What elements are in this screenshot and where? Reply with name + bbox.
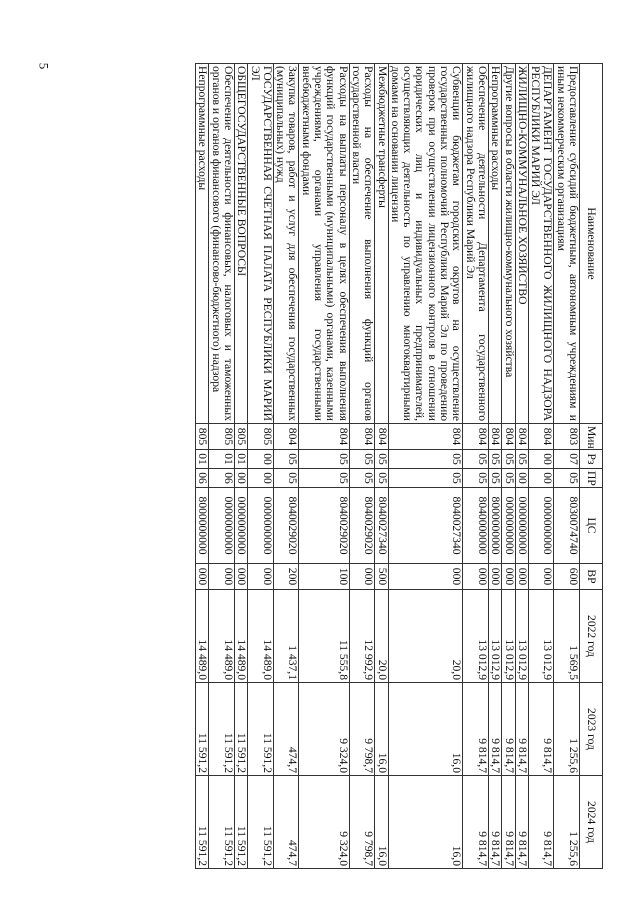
cell-min: 804 bbox=[463, 424, 489, 450]
cell-2023: 9 814,7 bbox=[488, 683, 501, 776]
cell-min: 804 bbox=[515, 424, 528, 450]
cell-name: ОБЩЕГОСУДАРСТВЕННЫЕ ВОПРОСЫ bbox=[234, 64, 247, 424]
cell-rz: 05 bbox=[388, 450, 463, 469]
table-row bbox=[248, 64, 274, 869]
cell-2023: 16,0 bbox=[388, 683, 463, 776]
cell-pr: 00 bbox=[248, 469, 274, 488]
cell-name: Межбюджетные трансферты bbox=[375, 64, 388, 424]
cell-2022: 12 992,9 bbox=[349, 590, 375, 683]
table-row bbox=[463, 64, 489, 869]
cell-name: Закупка товаров, работ и услуг для обеспечения государственных (муниципальных) нужд bbox=[273, 64, 299, 424]
cell-cs: 8040029020 bbox=[349, 488, 375, 564]
cell-min: 804 bbox=[528, 424, 554, 450]
cell-rz: 01 bbox=[209, 450, 235, 469]
cell-2023: 11 591,2 bbox=[209, 683, 235, 776]
cell-rz: 01 bbox=[196, 450, 209, 469]
cell-min: 803 bbox=[554, 424, 580, 450]
cell-2024: 16,0 bbox=[388, 776, 463, 869]
table-row bbox=[388, 64, 463, 869]
cell-2022: 13 012,9 bbox=[515, 590, 528, 683]
cell-vr: 000 bbox=[349, 564, 375, 590]
cell-rz: 05 bbox=[273, 450, 299, 469]
cell-pr: 05 bbox=[554, 469, 580, 488]
cell-name: Расходы на обеспечение выполнения функций органов государственной власти bbox=[349, 64, 375, 424]
table-row bbox=[375, 64, 388, 869]
cell-min: 804 bbox=[299, 424, 349, 450]
cell-2022: 1 437,1 bbox=[273, 590, 299, 683]
cell-pr: 06 bbox=[209, 469, 235, 488]
cell-pr: 06 bbox=[196, 469, 209, 488]
cell-2022: 13 012,9 bbox=[528, 590, 554, 683]
cell-vr: 000 bbox=[528, 564, 554, 590]
cell-cs: 0000000000 bbox=[248, 488, 274, 564]
cell-2024: 9 814,7 bbox=[515, 776, 528, 869]
cell-vr: 100 bbox=[299, 564, 349, 590]
cell-rz: 01 bbox=[234, 450, 247, 469]
cell-2023: 11 591,2 bbox=[248, 683, 274, 776]
cell-vr: 200 bbox=[273, 564, 299, 590]
cell-2024: 11 591,2 bbox=[248, 776, 274, 869]
table-row bbox=[349, 64, 375, 869]
cell-2024: 9 814,7 bbox=[528, 776, 554, 869]
cell-2023: 1 255,6 bbox=[554, 683, 580, 776]
table-row bbox=[234, 64, 247, 869]
cell-min: 804 bbox=[488, 424, 501, 450]
cell-vr: 000 bbox=[502, 564, 515, 590]
table-row bbox=[515, 64, 528, 869]
cell-2022: 11 555,8 bbox=[299, 590, 349, 683]
cell-name: Другие вопросы в области жилищно-коммунального хозяйства bbox=[502, 64, 515, 424]
cell-min: 804 bbox=[502, 424, 515, 450]
cell-2023: 11 591,2 bbox=[234, 683, 247, 776]
cell-pr: 05 bbox=[375, 469, 388, 488]
cell-pr: 05 bbox=[273, 469, 299, 488]
cell-min: 804 bbox=[273, 424, 299, 450]
cell-cs: 8000000000 bbox=[488, 488, 501, 564]
cell-2023: 9 814,7 bbox=[515, 683, 528, 776]
rotated-table-container bbox=[115, 63, 603, 868]
cell-2023: 9 814,7 bbox=[528, 683, 554, 776]
cell-2022: 20,0 bbox=[388, 590, 463, 683]
cell-2022: 1 569,5 bbox=[554, 590, 580, 683]
cell-rz: 05 bbox=[488, 450, 501, 469]
cell-name: Непрограммные расходы bbox=[196, 64, 209, 424]
cell-2024: 9 814,7 bbox=[502, 776, 515, 869]
cell-pr: 00 bbox=[528, 469, 554, 488]
cell-name: Обеспечение деятельности финансовых, налоговых и таможенных органов и органов финансового (финансово-бюджетного) надзора bbox=[209, 64, 235, 424]
cell-rz: 05 bbox=[463, 450, 489, 469]
cell-rz: 05 bbox=[375, 450, 388, 469]
cell-min: 805 bbox=[209, 424, 235, 450]
table-row bbox=[528, 64, 554, 869]
cell-min: 805 bbox=[248, 424, 274, 450]
cell-2024: 9 324,0 bbox=[299, 776, 349, 869]
cell-pr: 05 bbox=[488, 469, 501, 488]
header-min: Мин bbox=[580, 424, 603, 450]
cell-vr: 000 bbox=[463, 564, 489, 590]
cell-cs: 0000000000 bbox=[502, 488, 515, 564]
cell-vr: 000 bbox=[196, 564, 209, 590]
cell-name: ЖИЛИЩНО-КОММУНАЛЬНОЕ ХОЗЯЙСТВО bbox=[515, 64, 528, 424]
cell-rz: 00 bbox=[528, 450, 554, 469]
cell-2023: 9 814,7 bbox=[502, 683, 515, 776]
cell-pr: 00 bbox=[515, 469, 528, 488]
table-row bbox=[209, 64, 235, 869]
cell-rz: 07 bbox=[554, 450, 580, 469]
cell-2023: 16,0 bbox=[375, 683, 388, 776]
cell-pr: 05 bbox=[299, 469, 349, 488]
budget-table bbox=[195, 63, 603, 869]
header-2022: 2022 год bbox=[580, 590, 603, 683]
table-header-row bbox=[580, 64, 603, 869]
header-pr: ПР bbox=[580, 469, 603, 488]
cell-cs: 8040000000 bbox=[463, 488, 489, 564]
cell-rz: 05 bbox=[349, 450, 375, 469]
cell-2024: 9 814,7 bbox=[463, 776, 489, 869]
header-cs: ЦС bbox=[580, 488, 603, 564]
cell-name: ГОСУДАРСТВЕННАЯ СЧЕТНАЯ ПАЛАТА РЕСПУБЛИКИ МАРИЙ ЭЛ bbox=[248, 64, 274, 424]
cell-2024: 9 814,7 bbox=[488, 776, 501, 869]
cell-2023: 9 324,0 bbox=[299, 683, 349, 776]
cell-cs: 8040027340 bbox=[388, 488, 463, 564]
cell-name: Обеспечение деятельности Департамента государственного жилищного надзора Республики Марий Эл bbox=[463, 64, 489, 424]
cell-2023: 9 798,7 bbox=[349, 683, 375, 776]
cell-2022: 14 489,0 bbox=[209, 590, 235, 683]
cell-cs: 8000000000 bbox=[196, 488, 209, 564]
cell-name: Расходы на выплаты персоналу в целях обеспечения выполнения функций государственными (муниципальными) органами, казенными учреждениями, органами управления государственными внебюджетными фондами bbox=[299, 64, 349, 424]
table-row bbox=[196, 64, 209, 869]
cell-name: Предоставление субсидий бюджетным, автономным учреждениям и иным некоммерческим организациям bbox=[554, 64, 580, 424]
cell-cs: 8040027340 bbox=[375, 488, 388, 564]
cell-2022: 13 012,9 bbox=[502, 590, 515, 683]
cell-cs: 0000000000 bbox=[209, 488, 235, 564]
cell-rz: 05 bbox=[502, 450, 515, 469]
table-row bbox=[488, 64, 501, 869]
table-row bbox=[299, 64, 349, 869]
cell-2024: 9 798,7 bbox=[349, 776, 375, 869]
cell-pr: 05 bbox=[463, 469, 489, 488]
cell-2022: 13 012,9 bbox=[488, 590, 501, 683]
cell-name: ДЕПАРТАМЕНТ ГОСУДАРСТВЕННОГО ЖИЛИЩНОГО НАДЗОРА РЕСПУБЛИКИ МАРИЙ ЭЛ bbox=[528, 64, 554, 424]
cell-rz: 00 bbox=[248, 450, 274, 469]
cell-vr: 600 bbox=[554, 564, 580, 590]
table-body bbox=[196, 64, 580, 869]
cell-2022: 14 489,0 bbox=[196, 590, 209, 683]
cell-vr: 000 bbox=[248, 564, 274, 590]
cell-min: 804 bbox=[375, 424, 388, 450]
cell-cs: 0000000000 bbox=[234, 488, 247, 564]
cell-name: Непрограммные расходы bbox=[488, 64, 501, 424]
cell-rz: 05 bbox=[299, 450, 349, 469]
cell-pr: 00 bbox=[234, 469, 247, 488]
header-vr: ВР bbox=[580, 564, 603, 590]
header-name: Наименование bbox=[580, 64, 603, 424]
cell-2022: 13 012,9 bbox=[463, 590, 489, 683]
cell-cs: 8040029020 bbox=[299, 488, 349, 564]
cell-2022: 14 489,0 bbox=[234, 590, 247, 683]
cell-vr: 000 bbox=[388, 564, 463, 590]
cell-2022: 20,0 bbox=[375, 590, 388, 683]
cell-2022: 14 489,0 bbox=[248, 590, 274, 683]
cell-cs: 0000000000 bbox=[515, 488, 528, 564]
cell-2024: 11 591,2 bbox=[209, 776, 235, 869]
cell-name: Субвенции бюджетам городских округов на осуществление государственных полномочий Республики Марий Эл по проведению проверок при осуществлении лицензионного контроля в отношении юридических лиц и индивидуальных предпринимателей, осуществляющих деятельность по управлению многоквартирными домами на основании лицензии bbox=[388, 64, 463, 424]
cell-2024: 11 591,2 bbox=[234, 776, 247, 869]
header-rz: Рз bbox=[580, 450, 603, 469]
cell-rz: 05 bbox=[515, 450, 528, 469]
cell-2024: 16,0 bbox=[375, 776, 388, 869]
header-2024: 2024 год bbox=[580, 776, 603, 869]
cell-vr: 000 bbox=[515, 564, 528, 590]
table-row bbox=[273, 64, 299, 869]
cell-2023: 474,7 bbox=[273, 683, 299, 776]
cell-vr: 000 bbox=[209, 564, 235, 590]
page-number: 5 bbox=[36, 62, 52, 70]
cell-min: 804 bbox=[349, 424, 375, 450]
cell-cs: 8040029020 bbox=[273, 488, 299, 564]
cell-2024: 474,7 bbox=[273, 776, 299, 869]
cell-cs: 8030074740 bbox=[554, 488, 580, 564]
cell-2024: 1 255,6 bbox=[554, 776, 580, 869]
cell-min: 805 bbox=[234, 424, 247, 450]
cell-vr: 500 bbox=[375, 564, 388, 590]
cell-vr: 000 bbox=[234, 564, 247, 590]
table-row bbox=[554, 64, 580, 869]
cell-2023: 11 591,2 bbox=[196, 683, 209, 776]
cell-2023: 9 814,7 bbox=[463, 683, 489, 776]
header-2023: 2023 год bbox=[580, 683, 603, 776]
cell-2024: 11 591,2 bbox=[196, 776, 209, 869]
cell-min: 804 bbox=[388, 424, 463, 450]
cell-pr: 05 bbox=[502, 469, 515, 488]
cell-pr: 05 bbox=[388, 469, 463, 488]
cell-vr: 000 bbox=[488, 564, 501, 590]
cell-min: 805 bbox=[196, 424, 209, 450]
cell-cs: 0000000000 bbox=[528, 488, 554, 564]
cell-pr: 05 bbox=[349, 469, 375, 488]
table-row bbox=[502, 64, 515, 869]
